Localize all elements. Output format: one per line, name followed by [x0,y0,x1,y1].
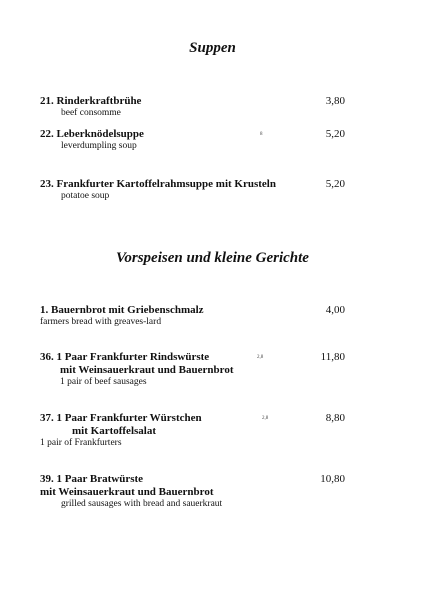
item-36-allergen-note: 2,8 [257,355,264,360]
item-39-description: grilled sausages with bread and sauerkraut [61,499,223,509]
item-23-name: 23. Frankfurter Kartoffelrahmsuppe mit Krusteln [40,178,276,190]
item-22-allergen-note: 8 [260,132,263,137]
item-36-name: 36. 1 Paar Frankfurter Rindswürste [40,351,210,363]
item-1-name: 1. Bauernbrot mit Griebenschmalz [40,304,204,316]
item-36-price: 11,80 [320,351,345,363]
item-37-name-line2: mit Kartoffelsalat [72,425,156,437]
item-23-price: 5,20 [325,178,345,190]
item-37-name: 37. 1 Paar Frankfurter Würstchen [40,412,202,424]
item-36-description: 1 pair of beef sausages [60,377,147,387]
item-39-name-line2: mit Weinsauerkraut und Bauernbrot [40,486,214,498]
item-1-description: farmers bread with greaves-lard [40,317,162,327]
item-22-description: leverdumpling soup [61,141,137,151]
item-37-allergen-note: 2,8 [262,416,269,421]
item-39-name: 39. 1 Paar Bratwürste [40,473,144,485]
item-21-name: 21. Rinderkraftbrühe [40,95,142,107]
item-37-description: 1 pair of Frankfurters [40,438,122,448]
item-23-description: potatoe soup [61,191,110,201]
item-21-price: 3,80 [325,95,345,107]
item-36-name-line2: mit Weinsauerkraut und Bauernbrot [60,364,234,376]
item-39-price: 10,80 [320,473,345,485]
item-37-price: 8,80 [325,412,345,424]
section-title-vorspeisen: Vorspeisen und kleine Gerichte [116,250,309,266]
item-21-description: beef consomme [61,108,121,118]
section-title-suppen: Suppen [189,40,236,56]
item-1-price: 4,00 [325,304,345,316]
item-22-name: 22. Leberknödelsuppe [40,128,144,140]
item-22-price: 5,20 [325,128,345,140]
